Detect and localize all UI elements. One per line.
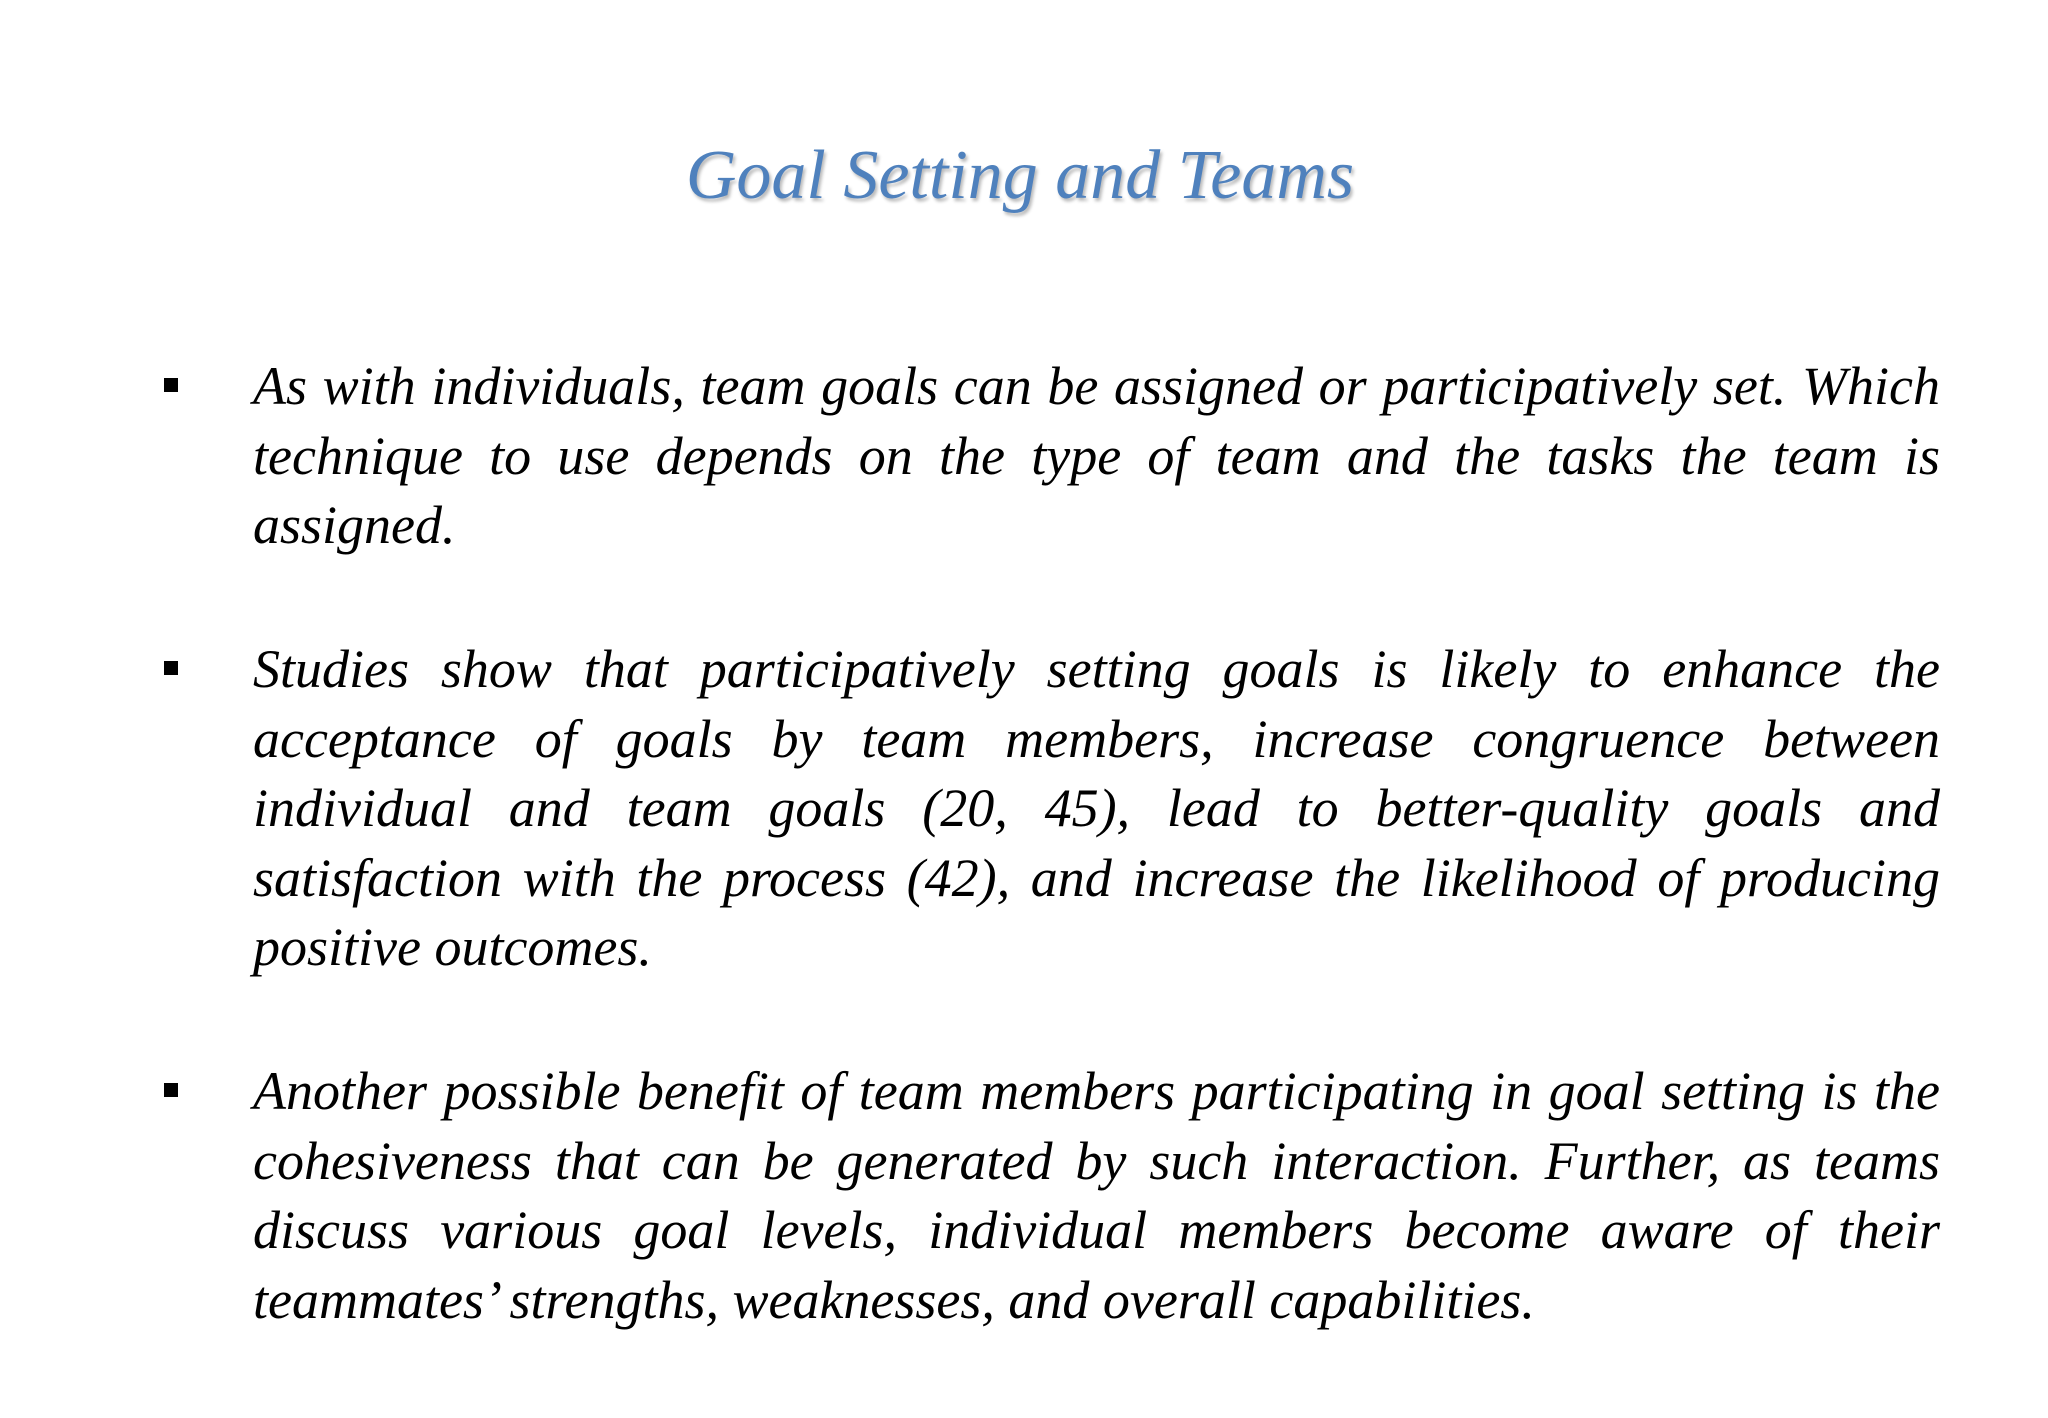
square-bullet-icon xyxy=(164,661,178,675)
square-bullet-icon xyxy=(164,378,178,392)
bullet-text: As with individuals, team goals can be assigned or participatively set. Which technique to use depends on the type of team and the tasks the team is assigned. xyxy=(253,356,1940,555)
slide-title: Goal Setting and Teams xyxy=(685,137,1355,214)
bullet-text: Studies show that participatively setting goals is likely to enhance the acceptance of goals by team members, increase congruence between individual and team goals (20, 45), lead to better-quality goals and satisfaction with the process (42), and increase the likelihood of producing positive outcomes. xyxy=(253,639,1940,977)
bullet-text: Another possible benefit of team members participating in goal setting is the cohesiveness that can be generated by such interaction. Further, as teams discuss various goal levels, individual members become aware of their teammates’ strengths, weaknesses, and overall capabilities. xyxy=(253,1061,1940,1330)
square-bullet-icon xyxy=(164,1083,178,1097)
